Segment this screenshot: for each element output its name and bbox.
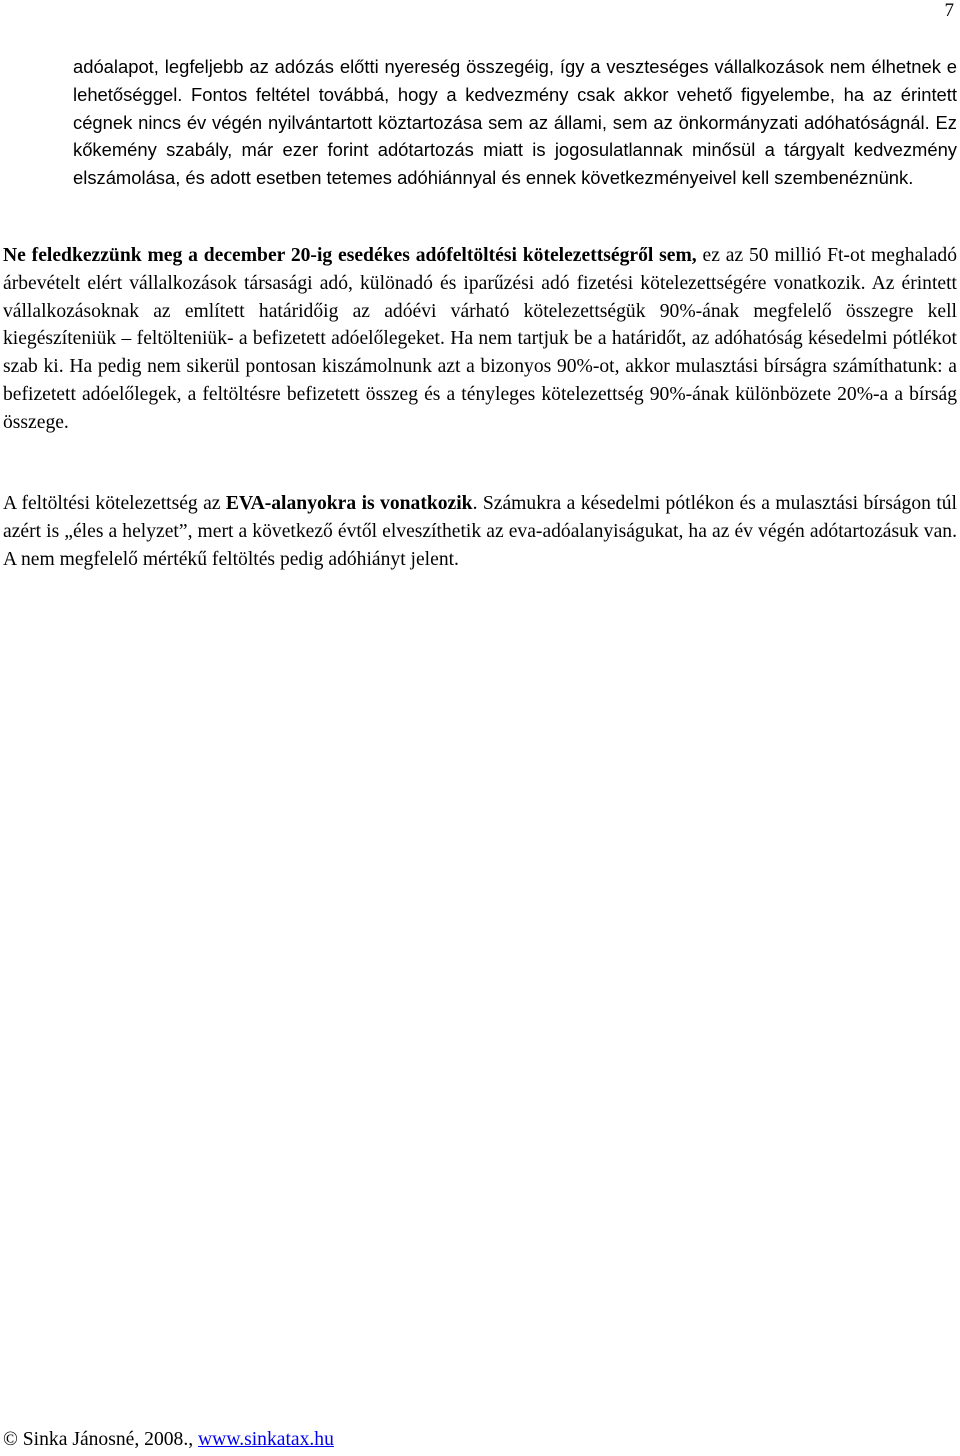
footer xyxy=(3,1428,334,1452)
paragraph-body-text: ez az 50 millió Ft-ot meghaladó árbevételt elért vállalkozások társasági adó, különadó és iparűzési adó fizetési kötelezettségére vonatkozik. Az érintett vállalkozásoknak az említett határidőig az adóévi várható kötelezettségük 90%-ának megfelelő összegre kell kiegészíteniük – feltölteniük- a befizetett adóelőlegeket. Ha nem tartjuk be a határidőt, az adóhatóság késedelmi pótlékot szab ki. Ha pedig nem sikerül pontosan kiszámolnunk azt a bizonyos 90%-ot, akkor mulasztási bírságra számíthatunk: a befizetett adóelőlegek, a feltöltésre befizetett összeg és a tényleges kötelezettség 90%-ának különbözete 20%-a a bírság összege. xyxy=(3,245,957,433)
paragraph-eva-subjects xyxy=(3,490,957,573)
paragraph-body-text: . Számukra a késedelmi pótlékon és a mulasztási bírságon túl azért is „éles a helyzet”, mert a következő évtől elveszíthetik az eva-adóalanyiságukat, ha az év végén adótartozásuk van. A nem megfelelő mértékű feltöltés pedig adóhiányt jelent. xyxy=(3,493,957,570)
footer-author: © Sinka Jánosné, 2008., xyxy=(3,1429,199,1450)
footer-website-link[interactable]: www.sinkatax.hu xyxy=(198,1429,334,1450)
page-number: 7 xyxy=(944,0,954,21)
paragraph-bold-phrase: EVA-alanyokra is vonatkozik xyxy=(225,493,473,514)
paragraph-tax-base-condition: adóalapot, legfeljebb az adózás előtti nyereség összegéig, így a veszteséges vállalkozások nem élhetnek e lehetőséggel. Fontos feltétel továbbá, hogy a kedvezmény csak akkor vehető figyelembe, ha az érintett cégnek nincs év végén nyilvántartott köztartozása sem az állami, sem az önkormányzati adóhatóságnál. Ez kőkemény szabály, már ezer forint adótartozás miatt is jogosulatlannak minősül a tárgyalt kedvezmény elszámolása, és adott esetben tetemes adóhiánnyal és ennek következményeivel kell szembenéznünk. xyxy=(73,56,957,189)
paragraph-prepayment-obligation xyxy=(3,242,957,437)
paragraph-lead-text: A feltöltési kötelezettség az xyxy=(3,493,226,514)
paragraph-bold-lead: Ne feledkezzünk meg a december 20-ig esedékes adófeltöltési kötelezettségről sem, xyxy=(3,245,697,266)
